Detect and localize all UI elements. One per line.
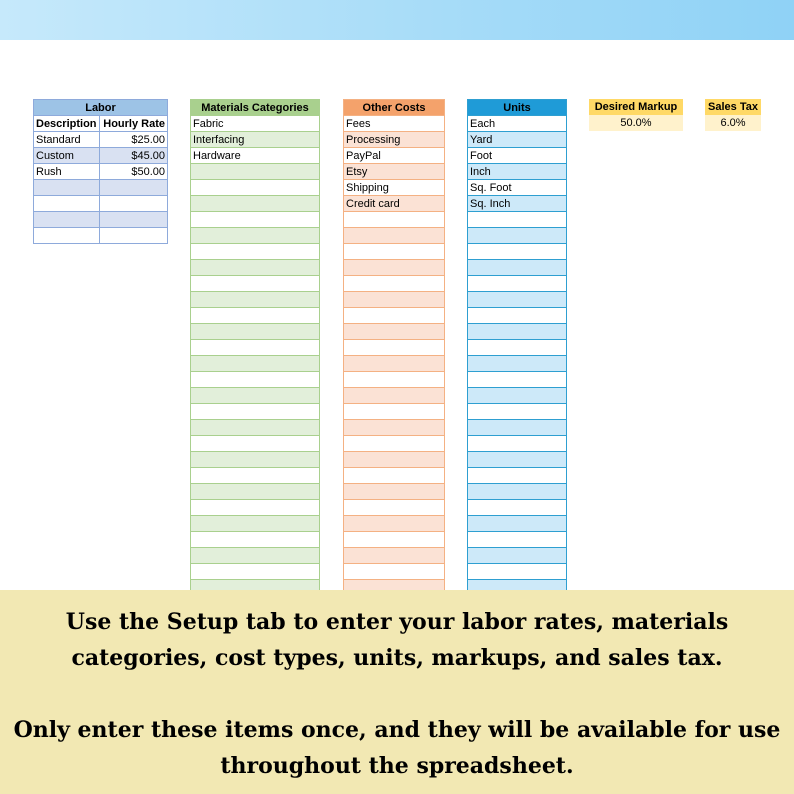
other-cost-cell[interactable]: Fees bbox=[344, 116, 445, 132]
other-cost-cell[interactable] bbox=[344, 436, 445, 452]
unit-cell[interactable] bbox=[468, 420, 567, 436]
unit-cell[interactable] bbox=[468, 324, 567, 340]
other-cost-cell[interactable] bbox=[344, 420, 445, 436]
list-row bbox=[344, 500, 445, 516]
list-row bbox=[344, 148, 445, 164]
other-cost-cell[interactable] bbox=[344, 452, 445, 468]
list-row bbox=[344, 196, 445, 212]
materials-category-cell[interactable] bbox=[191, 564, 320, 580]
list-row bbox=[191, 292, 320, 308]
unit-cell[interactable]: Sq. Inch bbox=[468, 196, 567, 212]
list-row bbox=[191, 196, 320, 212]
labor-description-cell[interactable] bbox=[34, 196, 100, 212]
labor-rate-cell[interactable] bbox=[100, 196, 168, 212]
materials-category-cell[interactable] bbox=[191, 180, 320, 196]
list-row bbox=[191, 420, 320, 436]
list-row bbox=[191, 356, 320, 372]
desired-markup-table bbox=[589, 99, 683, 131]
unit-cell[interactable] bbox=[468, 228, 567, 244]
list-row bbox=[468, 564, 567, 580]
materials-category-cell[interactable]: Fabric bbox=[191, 116, 320, 132]
list-row bbox=[344, 324, 445, 340]
list-row bbox=[468, 532, 567, 548]
list-row bbox=[468, 292, 567, 308]
list-row bbox=[468, 388, 567, 404]
materials-category-cell[interactable] bbox=[191, 308, 320, 324]
list-row bbox=[191, 484, 320, 500]
list-row bbox=[344, 356, 445, 372]
materials-category-cell[interactable] bbox=[191, 388, 320, 404]
materials-category-cell[interactable] bbox=[191, 276, 320, 292]
labor-row bbox=[34, 212, 168, 228]
unit-cell[interactable] bbox=[468, 260, 567, 276]
list-row bbox=[191, 468, 320, 484]
labor-rate-cell[interactable] bbox=[100, 228, 168, 244]
list-row bbox=[191, 324, 320, 340]
unit-cell[interactable] bbox=[468, 500, 567, 516]
desired-markup-title: Desired Markup bbox=[589, 99, 683, 115]
labor-description-cell[interactable] bbox=[34, 228, 100, 244]
caption-line-1: Use the Setup tab to enter your labor rates, materials categories, cost types, units, markups, and sales tax. bbox=[65, 609, 729, 671]
unit-cell[interactable] bbox=[468, 548, 567, 564]
list-row bbox=[191, 500, 320, 516]
unit-cell[interactable] bbox=[468, 340, 567, 356]
list-row bbox=[468, 116, 567, 132]
list-row bbox=[344, 420, 445, 436]
list-row bbox=[344, 276, 445, 292]
unit-cell[interactable] bbox=[468, 532, 567, 548]
list-row bbox=[344, 436, 445, 452]
materials-category-cell[interactable] bbox=[191, 468, 320, 484]
units-table bbox=[467, 99, 567, 594]
other-cost-cell[interactable] bbox=[344, 228, 445, 244]
caption-line-2: Only enter these items once, and they will be available for use throughout the spreadsheet. bbox=[13, 717, 781, 779]
unit-cell[interactable]: Foot bbox=[468, 148, 567, 164]
other-cost-cell[interactable]: Shipping bbox=[344, 180, 445, 196]
list-row bbox=[344, 388, 445, 404]
list-row bbox=[468, 356, 567, 372]
labor-description-cell[interactable]: Standard bbox=[34, 132, 100, 148]
other-cost-cell[interactable]: Credit card bbox=[344, 196, 445, 212]
list-row bbox=[344, 468, 445, 484]
list-row bbox=[468, 148, 567, 164]
desired-markup-value[interactable]: 50.0% bbox=[589, 115, 683, 131]
list-row bbox=[344, 180, 445, 196]
list-row bbox=[344, 292, 445, 308]
other-cost-cell[interactable] bbox=[344, 212, 445, 228]
other-cost-cell[interactable] bbox=[344, 308, 445, 324]
list-row bbox=[468, 484, 567, 500]
list-row bbox=[468, 164, 567, 180]
unit-cell[interactable] bbox=[468, 484, 567, 500]
list-row bbox=[191, 532, 320, 548]
unit-cell[interactable]: Each bbox=[468, 116, 567, 132]
labor-description-header: Description bbox=[34, 116, 100, 132]
list-row bbox=[191, 564, 320, 580]
other-cost-cell[interactable] bbox=[344, 532, 445, 548]
materials-category-cell[interactable] bbox=[191, 356, 320, 372]
list-row bbox=[191, 228, 320, 244]
list-row bbox=[191, 388, 320, 404]
list-row bbox=[468, 436, 567, 452]
materials-category-cell[interactable] bbox=[191, 324, 320, 340]
materials-category-cell[interactable] bbox=[191, 484, 320, 500]
list-row bbox=[344, 404, 445, 420]
materials-category-cell[interactable] bbox=[191, 516, 320, 532]
list-row bbox=[344, 564, 445, 580]
labor-rate-cell[interactable] bbox=[100, 180, 168, 196]
unit-cell[interactable] bbox=[468, 468, 567, 484]
other-cost-cell[interactable] bbox=[344, 404, 445, 420]
list-row bbox=[191, 244, 320, 260]
materials-category-cell[interactable] bbox=[191, 244, 320, 260]
list-row bbox=[468, 180, 567, 196]
sales-tax-title: Sales Tax bbox=[705, 99, 761, 115]
unit-cell[interactable] bbox=[468, 372, 567, 388]
materials-category-cell[interactable] bbox=[191, 196, 320, 212]
top-banner bbox=[0, 0, 794, 40]
setup-sheet bbox=[0, 99, 794, 594]
other-cost-cell[interactable]: Processing bbox=[344, 132, 445, 148]
other-cost-cell[interactable] bbox=[344, 500, 445, 516]
list-row bbox=[468, 276, 567, 292]
unit-cell[interactable] bbox=[468, 564, 567, 580]
materials-category-cell[interactable]: Interfacing bbox=[191, 132, 320, 148]
labor-table bbox=[33, 99, 168, 244]
labor-rate-header: Hourly Rate bbox=[100, 116, 168, 132]
other-cost-cell[interactable] bbox=[344, 548, 445, 564]
materials-category-cell[interactable] bbox=[191, 532, 320, 548]
list-row bbox=[191, 276, 320, 292]
other-cost-cell[interactable] bbox=[344, 260, 445, 276]
other-cost-cell[interactable] bbox=[344, 516, 445, 532]
list-row bbox=[468, 260, 567, 276]
list-row bbox=[468, 452, 567, 468]
sales-tax-value[interactable]: 6.0% bbox=[705, 115, 761, 131]
other-cost-cell[interactable] bbox=[344, 356, 445, 372]
list-row bbox=[344, 212, 445, 228]
list-row bbox=[468, 196, 567, 212]
list-row bbox=[191, 132, 320, 148]
other-cost-cell[interactable] bbox=[344, 292, 445, 308]
unit-cell[interactable] bbox=[468, 276, 567, 292]
list-row bbox=[344, 132, 445, 148]
materials-category-cell[interactable] bbox=[191, 212, 320, 228]
list-row bbox=[344, 244, 445, 260]
other-cost-cell[interactable] bbox=[344, 468, 445, 484]
list-row bbox=[191, 548, 320, 564]
list-row bbox=[191, 452, 320, 468]
list-row bbox=[468, 516, 567, 532]
labor-row bbox=[34, 164, 168, 180]
other-cost-cell[interactable]: PayPal bbox=[344, 148, 445, 164]
list-row bbox=[191, 308, 320, 324]
materials-category-cell[interactable] bbox=[191, 228, 320, 244]
list-row bbox=[191, 436, 320, 452]
other-cost-cell[interactable] bbox=[344, 484, 445, 500]
list-row bbox=[468, 132, 567, 148]
materials-category-cell[interactable] bbox=[191, 404, 320, 420]
list-row bbox=[468, 372, 567, 388]
list-row bbox=[191, 260, 320, 276]
unit-cell[interactable] bbox=[468, 292, 567, 308]
unit-cell[interactable] bbox=[468, 516, 567, 532]
other-cost-cell[interactable] bbox=[344, 340, 445, 356]
list-row bbox=[191, 340, 320, 356]
list-row bbox=[191, 116, 320, 132]
materials-category-cell[interactable] bbox=[191, 420, 320, 436]
unit-cell[interactable] bbox=[468, 404, 567, 420]
list-row bbox=[344, 532, 445, 548]
other-costs-table bbox=[343, 99, 445, 594]
list-row bbox=[344, 116, 445, 132]
list-row bbox=[468, 228, 567, 244]
materials-categories-title: Materials Categories bbox=[191, 100, 320, 116]
labor-row bbox=[34, 180, 168, 196]
other-cost-cell[interactable] bbox=[344, 276, 445, 292]
unit-cell[interactable]: Sq. Foot bbox=[468, 180, 567, 196]
list-row bbox=[191, 180, 320, 196]
materials-category-cell[interactable] bbox=[191, 500, 320, 516]
unit-cell[interactable]: Inch bbox=[468, 164, 567, 180]
sales-tax-table bbox=[705, 99, 761, 131]
labor-description-cell[interactable] bbox=[34, 212, 100, 228]
unit-cell[interactable] bbox=[468, 436, 567, 452]
materials-category-cell[interactable] bbox=[191, 292, 320, 308]
list-row bbox=[468, 308, 567, 324]
other-cost-cell[interactable] bbox=[344, 372, 445, 388]
list-row bbox=[344, 164, 445, 180]
labor-description-cell[interactable]: Custom bbox=[34, 148, 100, 164]
list-row bbox=[344, 484, 445, 500]
unit-cell[interactable] bbox=[468, 212, 567, 228]
unit-cell[interactable] bbox=[468, 452, 567, 468]
units-title: Units bbox=[468, 100, 567, 116]
list-row bbox=[344, 516, 445, 532]
list-row bbox=[191, 212, 320, 228]
unit-cell[interactable]: Yard bbox=[468, 132, 567, 148]
list-row bbox=[468, 420, 567, 436]
materials-category-cell[interactable]: Hardware bbox=[191, 148, 320, 164]
labor-description-cell[interactable] bbox=[34, 180, 100, 196]
list-row bbox=[468, 212, 567, 228]
list-row bbox=[344, 452, 445, 468]
other-cost-cell[interactable] bbox=[344, 388, 445, 404]
labor-row bbox=[34, 196, 168, 212]
list-row bbox=[191, 516, 320, 532]
list-row bbox=[344, 228, 445, 244]
list-row bbox=[344, 308, 445, 324]
unit-cell[interactable] bbox=[468, 388, 567, 404]
materials-categories-table bbox=[190, 99, 320, 594]
list-row bbox=[191, 404, 320, 420]
materials-category-cell[interactable] bbox=[191, 548, 320, 564]
other-cost-cell[interactable] bbox=[344, 324, 445, 340]
unit-cell[interactable] bbox=[468, 308, 567, 324]
list-row bbox=[468, 340, 567, 356]
unit-cell[interactable] bbox=[468, 356, 567, 372]
labor-rate-cell[interactable]: $25.00 bbox=[100, 132, 168, 148]
labor-row bbox=[34, 228, 168, 244]
labor-description-cell[interactable]: Rush bbox=[34, 164, 100, 180]
materials-category-cell[interactable] bbox=[191, 164, 320, 180]
materials-category-cell[interactable] bbox=[191, 260, 320, 276]
labor-rate-cell[interactable] bbox=[100, 212, 168, 228]
list-row bbox=[468, 404, 567, 420]
list-row bbox=[344, 548, 445, 564]
caption-banner bbox=[0, 590, 794, 794]
other-cost-cell[interactable] bbox=[344, 564, 445, 580]
list-row bbox=[468, 324, 567, 340]
list-row bbox=[191, 164, 320, 180]
list-row bbox=[344, 340, 445, 356]
unit-cell[interactable] bbox=[468, 244, 567, 260]
materials-category-cell[interactable] bbox=[191, 452, 320, 468]
labor-title: Labor bbox=[34, 100, 168, 116]
other-costs-title: Other Costs bbox=[344, 100, 445, 116]
other-cost-cell[interactable] bbox=[344, 244, 445, 260]
list-row bbox=[468, 244, 567, 260]
labor-row bbox=[34, 148, 168, 164]
labor-rate-cell[interactable]: $50.00 bbox=[100, 164, 168, 180]
materials-category-cell[interactable] bbox=[191, 436, 320, 452]
list-row bbox=[344, 260, 445, 276]
list-row bbox=[191, 148, 320, 164]
list-row bbox=[344, 372, 445, 388]
labor-rate-cell[interactable]: $45.00 bbox=[100, 148, 168, 164]
other-cost-cell[interactable]: Etsy bbox=[344, 164, 445, 180]
list-row bbox=[191, 372, 320, 388]
list-row bbox=[468, 500, 567, 516]
labor-row bbox=[34, 132, 168, 148]
list-row bbox=[468, 548, 567, 564]
materials-category-cell[interactable] bbox=[191, 340, 320, 356]
materials-category-cell[interactable] bbox=[191, 372, 320, 388]
list-row bbox=[468, 468, 567, 484]
